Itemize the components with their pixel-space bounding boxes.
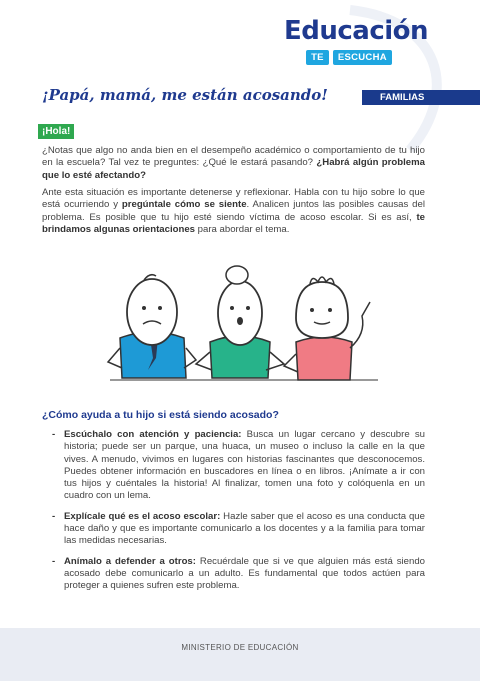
- greeting-badge: ¡Hola!: [38, 124, 74, 139]
- p2-bold-b: te brindamos algunas orientaciones: [42, 211, 425, 235]
- section-tag: FAMILIAS: [362, 90, 480, 105]
- list-item-lead: Explícale qué es el acoso escolar:: [64, 510, 221, 522]
- list-item-text: Busca un lugar cercano y descubre su historia; puede ser un parque, una huaca, un museo o incluso la calle en la que vives. A menudo, vivimos en lugares con historias fascinantes que desconocemos. Puedes obtener información en buscadores en línea o en libros. ¡Anímate a ir con tus hijos y cuéntales la historia! Al finalizar, tomen una foto y colóquenla en un cuadro con un lema.: [64, 429, 425, 502]
- p2-text-a: Ante esta situación es importante detenerse y reflexionar. Habla con tu hijo sobre lo que está ocurriendo y: [42, 187, 425, 211]
- list-item-lead: Escúchalo con atención y paciencia:: [64, 429, 242, 440]
- logo-pill-escucha: ESCUCHA: [333, 50, 392, 65]
- logo: [284, 14, 429, 65]
- footer: [0, 628, 480, 681]
- list-dash: -: [52, 555, 56, 567]
- list-item: [52, 556, 425, 593]
- list-item: [52, 429, 425, 503]
- p2-text-c: para abordar el tema.: [195, 223, 290, 235]
- list-item-lead: Anímalo a defender a otros:: [64, 555, 196, 567]
- list-dash: -: [52, 429, 56, 440]
- list-item: [52, 511, 425, 548]
- list-item-text: Recuérdale que si ve que alguien más está siendo acosado debe comunicarlo a un adulto. Es fundamental que todos actúen para proteger a quienes sufren este problema.: [64, 555, 425, 592]
- logo-title: Educación: [284, 16, 429, 46]
- father-figure: [108, 275, 196, 378]
- child-figure: [284, 277, 370, 380]
- logo-pills: [284, 50, 414, 65]
- intro-paragraph-1: [42, 145, 425, 182]
- help-list: [52, 429, 425, 601]
- page-title: ¡Papá, mamá, me están acosando!: [42, 86, 328, 104]
- p2-bold-a: pregúntale cómo se siente: [121, 199, 247, 211]
- p2-text-b: . Analicen juntos las posibles causas del problema. Es posible que tu hijo esté siendo víctima de acoso escolar. Si es así,: [42, 199, 425, 223]
- p1-text: ¿Notas que algo no anda bien en el desempeño académico o comportamiento de tu hijo en la escuela? Tal vez te preguntes: ¿Qué le estará pasando?: [42, 145, 425, 169]
- list-dash: -: [52, 510, 56, 522]
- footer-text: MINISTERIO DE EDUCACIÓN: [181, 643, 299, 652]
- list-item-text: Hazle saber que el acoso es una conducta que hace daño y que es importante comunicarlo a los docentes y a la familia para tomar las medidas necesarias.: [64, 510, 425, 547]
- intro-paragraph-2: [42, 187, 425, 236]
- logo-pill-te: TE: [306, 50, 329, 65]
- help-heading: ¿Cómo ayuda a tu hijo si está siendo acosado?: [42, 409, 279, 421]
- p1-bold: ¿Habrá algún problema que lo esté afectando?: [42, 157, 425, 181]
- family-illustration: [100, 258, 385, 388]
- mother-figure: [196, 266, 284, 378]
